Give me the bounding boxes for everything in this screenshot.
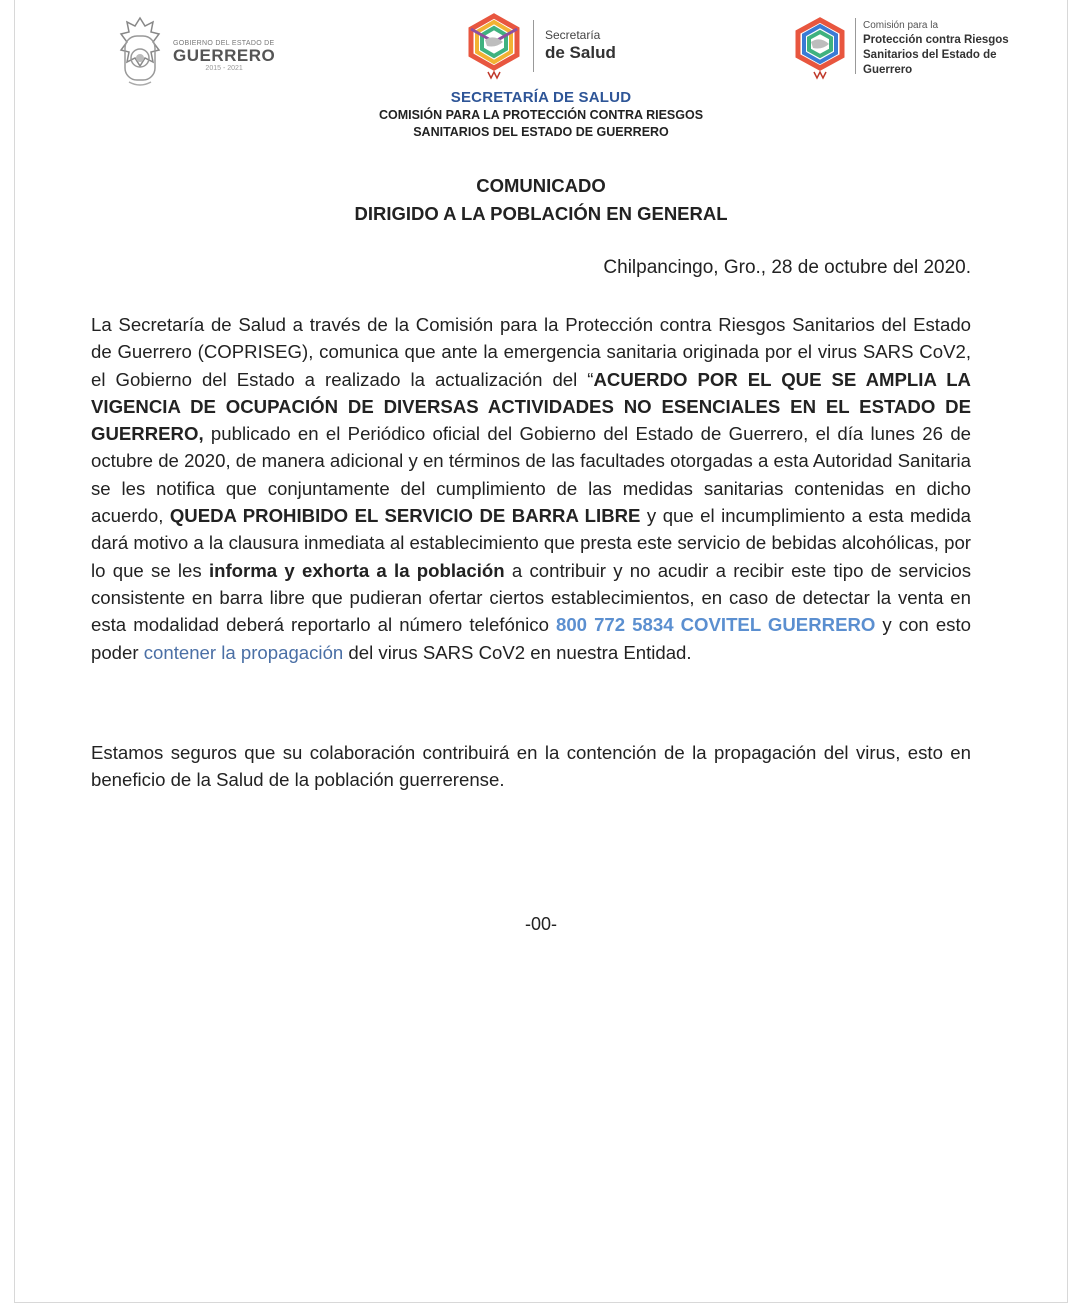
paragraph-text: y con esto poder (91, 614, 971, 663)
agreement-name: ACUERDO POR EL QUE SE AMPLIA LA VIGENCIA DE OCUPACIÓN DE DIVERSAS ACTIVIDADES NO ESENCIALES EN EL ESTADO DE GUERRERO, (91, 368, 971, 445)
paragraph-text: La Secretaría de Salud a través de la Comisión para la Protección contra Riesgos Sanitarios del Estado de Guerrero (COPRISEG), comunica que ante la emergencia sanitaria originada por el virus SARS CoV2, el Gobierno del Estado a realizado la actualización del “ (91, 314, 971, 390)
document-page (14, 0, 1068, 1303)
agency-heading: SECRETARÍA DE SALUD (450, 89, 632, 106)
document-title: COMUNICADO (476, 175, 606, 196)
commission-emblem-icon (791, 16, 849, 80)
paragraph-text: a contribuir y no acudir a recibir este tipo de servicios consistente en barra libre que pudieran ofertar ciertos establecimientos, en caso de detectar la venta en esta modalidad deberá reportarlo al número telefónico (91, 559, 972, 636)
closing-mark: -00- (524, 914, 557, 934)
paragraph-text: publicado en el Periódico oficial del Gobierno del Estado de Guerrero, el día lunes 26 de octubre de 2020, de manera adicional y en términos de las facultades otorgadas a esta Autoridad Sanitaria se les notifica que conjuntamente del cumplimiento de las medidas sanitarias contenidas en dicho acuerdo, (91, 423, 971, 527)
date-line: Chilpancingo, Gro., 28 de octubre del 2020. (603, 257, 971, 278)
exhortation-text: informa y exhorta a la población (208, 559, 505, 581)
secretaria-salud-logo (463, 12, 633, 82)
health-emblem-icon (463, 12, 525, 80)
containment-link[interactable]: contener la propagación (143, 641, 344, 663)
logo-divider (533, 20, 534, 72)
gobierno-guerrero-logo (115, 12, 285, 92)
logo-divider (855, 18, 856, 74)
coprisseg-logo (791, 14, 1031, 84)
state-seal-icon (115, 12, 165, 90)
commission-heading-line2: SANITARIOS DEL ESTADO DE GUERRERO (413, 125, 669, 139)
term-years: 2015 - 2021 (205, 65, 243, 72)
body-paragraph-2: Estamos seguros que su colaboración contribuirá en la contención de la propagación del virus, esto en beneficio de la Salud de la población guerrerense. (91, 742, 971, 791)
prohibition-notice: QUEDA PROHIBIDO EL SERVICIO DE BARRA LIBRE (169, 505, 641, 527)
hotline-phone-link[interactable]: 800 772 5834 COVITEL GUERRERO (556, 614, 876, 636)
paragraph-text: del virus SARS CoV2 en nuestra Entidad. (343, 641, 692, 663)
comision-label: Comisión para la (863, 20, 939, 31)
sanitarios-label: Sanitarios del Estado de (863, 49, 997, 61)
guerrero-label: GUERRERO (173, 46, 276, 65)
secretaria-label: Secretaría (545, 28, 601, 42)
commission-heading-line1: COMISIÓN PARA LA PROTECCIÓN CONTRA RIESGOS (378, 108, 704, 122)
document-subtitle: DIRIGIDO A LA POBLACIÓN EN GENERAL (354, 203, 728, 224)
guerrero-label: Guerrero (863, 64, 913, 76)
de-salud-label: de Salud (545, 43, 616, 62)
proteccion-label: Protección contra Riesgos (863, 34, 1009, 46)
paragraph-text: y que el incumplimiento a esta medida dará motivo a la clausura inmediata al establecimiento que presta este servicio de bebidas alcohólicas, por lo que se les (91, 505, 972, 581)
gobierno-label: GOBIERNO DEL ESTADO DE (173, 40, 275, 47)
body-paragraph-1 (91, 311, 971, 666)
